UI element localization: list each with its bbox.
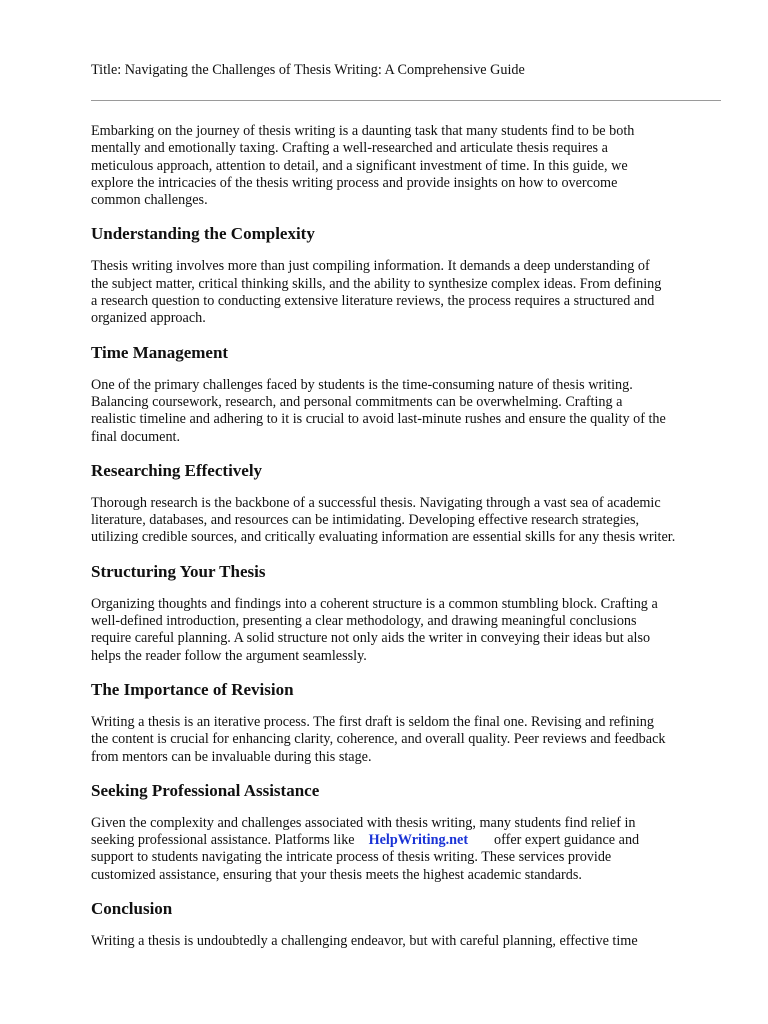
paragraph-line: customized assistance, ensuring that your thesis meets the highest academic standards. [91,866,582,883]
document-body [91,123,721,965]
paragraph-line: final document. [91,428,181,445]
intro-line: Embarking on the journey of thesis writing is a daunting task that many students find to be both [91,123,635,139]
paragraph-line: helps the reader follow the argument seamlessly. [91,647,367,664]
intro-line: explore the intricacies of the thesis writing process and provide insights on how to overcome [91,174,618,191]
paragraph-line: literature, databases, and resources can be intimidating. Developing effective research strategies, [91,512,640,529]
section-heading-researching: Researching Effectively [91,460,263,480]
title-divider [91,100,721,101]
paragraph-line: realistic timeline and adhering to it is crucial to avoid last-minute rushes and ensure the quality of the [91,411,666,428]
link-lead-text: seeking professional assistance. Platforms like [91,832,355,849]
section-heading-professional-assistance: Seeking Professional Assistance [91,780,320,800]
intro-line: mentally and emotionally taxing. Crafting a well-researched and articulate thesis requires a [91,140,608,157]
paragraph-line-with-link [91,832,721,849]
paragraph-line: Balancing coursework, research, and personal commitments can be overwhelming. Crafting a [91,393,623,410]
paragraph-line: utilizing credible sources, and critically evaluating information are essential skills for any thesis writer. [91,529,676,546]
paragraph-line: require careful planning. A solid structure not only aids the writer in conveying their ideas but also [91,630,651,647]
paragraph-line: organized approach. [91,310,206,327]
paragraph-line: One of the primary challenges faced by students is the time-consuming nature of thesis writing. [91,376,633,393]
helpwriting-link[interactable]: HelpWriting.net [368,832,469,849]
paragraph-line: the subject matter, critical thinking skills, and the ability to synthesize complex ideas. From defining [91,275,662,292]
paragraph-line: Thesis writing involves more than just compiling information. It demands a deep understanding of [91,258,650,275]
section-paragraph-structuring [91,596,721,665]
paragraph-line: Writing a thesis is undoubtedly a challenging endeavor, but with careful planning, effective time [91,933,638,950]
paragraph-line: Organizing thoughts and findings into a coherent structure is a common stumbling block. Crafting a [91,595,658,612]
paragraph-line: from mentors can be invaluable during this stage. [91,748,372,765]
section-heading-time-management: Time Management [91,342,229,362]
paragraph-line: support to students navigating the intricate process of thesis writing. These services provide [91,849,612,866]
section-paragraph-professional-assistance [91,815,721,884]
section-heading-conclusion: Conclusion [91,899,173,919]
section-heading-structuring: Structuring Your Thesis [91,561,266,581]
paragraph-line: Given the complexity and challenges associated with thesis writing, many students find relief in [91,814,636,831]
document-title: Title: Navigating the Challenges of Thesis Writing: A Comprehensive Guide [91,62,525,78]
link-trail-text: offer expert guidance and [494,832,640,849]
paragraph-line: a research question to conducting extensive literature reviews, the process requires a structured and [91,293,655,310]
section-paragraph-time-management [91,377,721,446]
paragraph-line: well-defined introduction, presenting a clear methodology, and drawing meaningful conclusions [91,613,637,630]
section-paragraph-researching [91,495,721,547]
intro-paragraph [91,123,721,209]
section-paragraph-conclusion [91,933,721,950]
paragraph-line: Writing a thesis is an iterative process. The first draft is seldom the final one. Revising and refining [91,713,654,730]
intro-line: meticulous approach, attention to detail, and a significant investment of time. In this guide, we [91,157,628,174]
section-heading-complexity: Understanding the Complexity [91,224,315,244]
section-paragraph-revision [91,714,721,766]
section-heading-revision: The Importance of Revision [91,679,294,699]
intro-line: common challenges. [91,192,208,209]
paragraph-line: the content is crucial for enhancing clarity, coherence, and overall quality. Peer reviews and feedback [91,731,666,748]
section-paragraph-complexity [91,258,721,327]
paragraph-line: Thorough research is the backbone of a successful thesis. Navigating through a vast sea of academic [91,494,661,511]
